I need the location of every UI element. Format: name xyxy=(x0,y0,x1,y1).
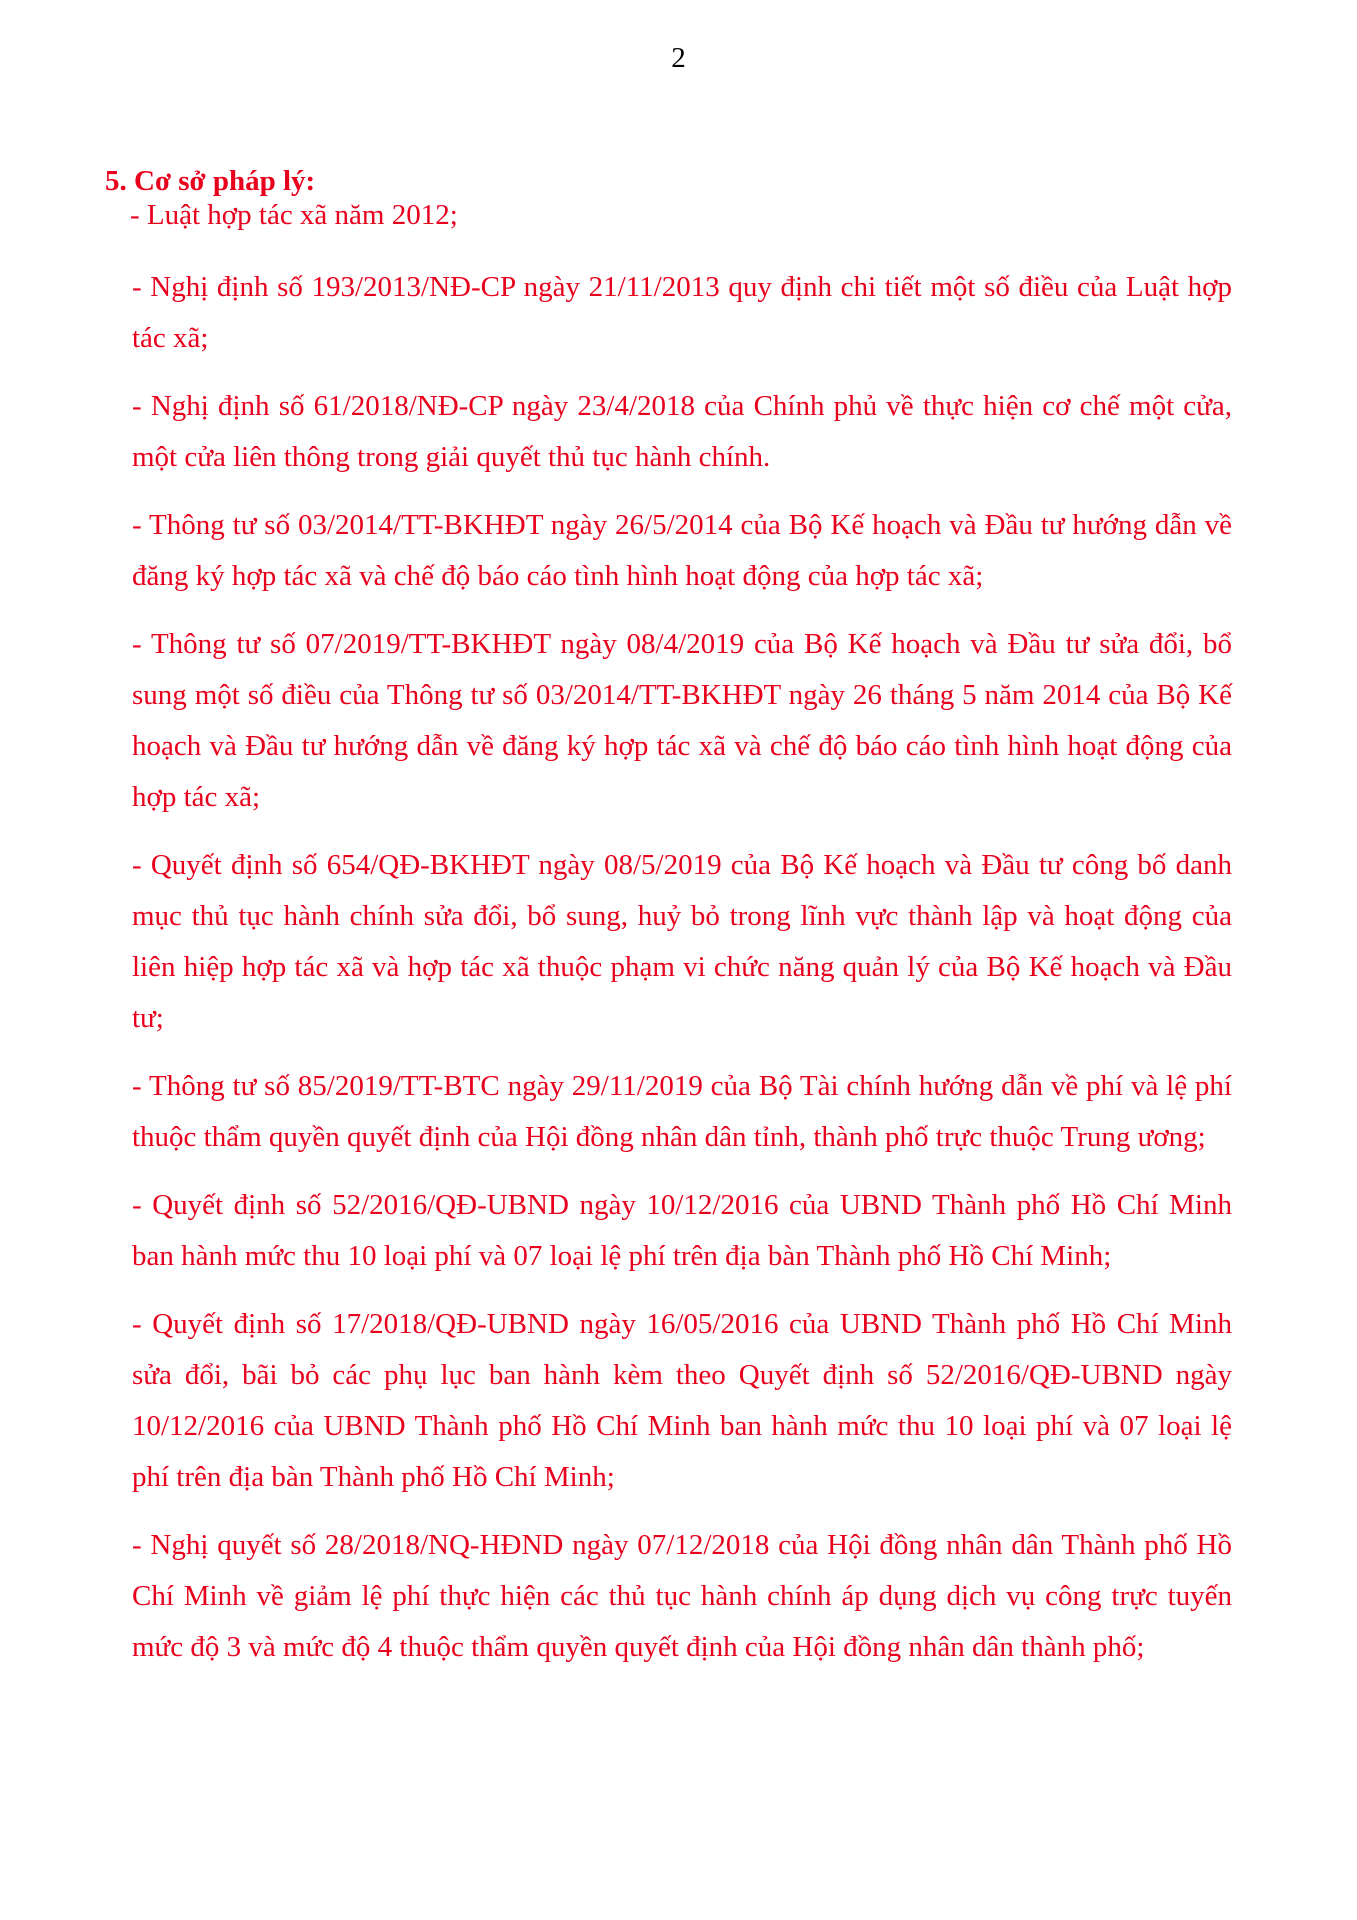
page-number: 2 xyxy=(671,42,686,74)
legal-basis-item: - Thông tư số 85/2019/TT-BTC ngày 29/11/2019 của Bộ Tài chính hướng dẫn về phí và lệ phí thuộc thẩm quyền quyết định của Hội đồng nhân dân tỉnh, thành phố trực thuộc Trung ương; xyxy=(132,1070,1232,1153)
legal-basis-item: - Nghị định số 193/2013/NĐ-CP ngày 21/11/2013 quy định chi tiết một số điều của Luật hợp tác xã; xyxy=(132,271,1232,354)
legal-basis-item: - Quyết định số 52/2016/QĐ-UBND ngày 10/12/2016 của UBND Thành phố Hồ Chí Minh ban hành mức thu 10 loại phí và 07 loại lệ phí trên địa bàn Thành phố Hồ Chí Minh; xyxy=(132,1189,1232,1272)
legal-basis-list xyxy=(132,262,1232,1690)
legal-basis-item: - Thông tư số 03/2014/TT-BKHĐT ngày 26/5/2014 của Bộ Kế hoạch và Đầu tư hướng dẫn về đăng ký hợp tác xã và chế độ báo cáo tình hình hoạt động của hợp tác xã; xyxy=(132,509,1232,592)
legal-basis-item: - Nghị định số 61/2018/NĐ-CP ngày 23/4/2018 của Chính phủ về thực hiện cơ chế một cửa, một cửa liên thông trong giải quyết thủ tục hành chính. xyxy=(132,390,1232,473)
legal-basis-item: - Nghị quyết số 28/2018/NQ-HĐND ngày 07/12/2018 của Hội đồng nhân dân Thành phố Hồ Chí Minh về giảm lệ phí thực hiện các thủ tục hành chính áp dụng dịch vụ công trực tuyến mức độ 3 và mức độ 4 thuộc thẩm quyền quyết định của Hội đồng nhân dân thành phố; xyxy=(132,1529,1232,1663)
legal-basis-item: - Thông tư số 07/2019/TT-BKHĐT ngày 08/4/2019 của Bộ Kế hoạch và Đầu tư sửa đổi, bổ sung một số điều của Thông tư số 03/2014/TT-BKHĐT ngày 26 tháng 5 năm 2014 của Bộ Kế hoạch và Đầu tư hướng dẫn về đăng ký hợp tác xã và chế độ báo cáo tình hình hoạt động của hợp tác xã; xyxy=(132,628,1232,813)
legal-basis-item: - Quyết định số 654/QĐ-BKHĐT ngày 08/5/2019 của Bộ Kế hoạch và Đầu tư công bố danh mục thủ tục hành chính sửa đổi, bổ sung, huỷ bỏ trong lĩnh vực thành lập và hoạt động của liên hiệp hợp tác xã và hợp tác xã thuộc phạm vi chức năng quản lý của Bộ Kế hoạch và Đầu tư; xyxy=(132,849,1232,1034)
legal-basis-item: - Quyết định số 17/2018/QĐ-UBND ngày 16/05/2016 của UBND Thành phố Hồ Chí Minh sửa đổi, bãi bỏ các phụ lục ban hành kèm theo Quyết định số 52/2016/QĐ-UBND ngày 10/12/2016 của UBND Thành phố Hồ Chí Minh ban hành mức thu 10 loại phí và 07 loại lệ phí trên địa bàn Thành phố Hồ Chí Minh; xyxy=(132,1308,1232,1493)
section-title: 5. Cơ sở pháp lý: xyxy=(105,165,316,197)
legal-basis-item-luat-htx: - Luật hợp tác xã năm 2012; xyxy=(130,199,458,231)
